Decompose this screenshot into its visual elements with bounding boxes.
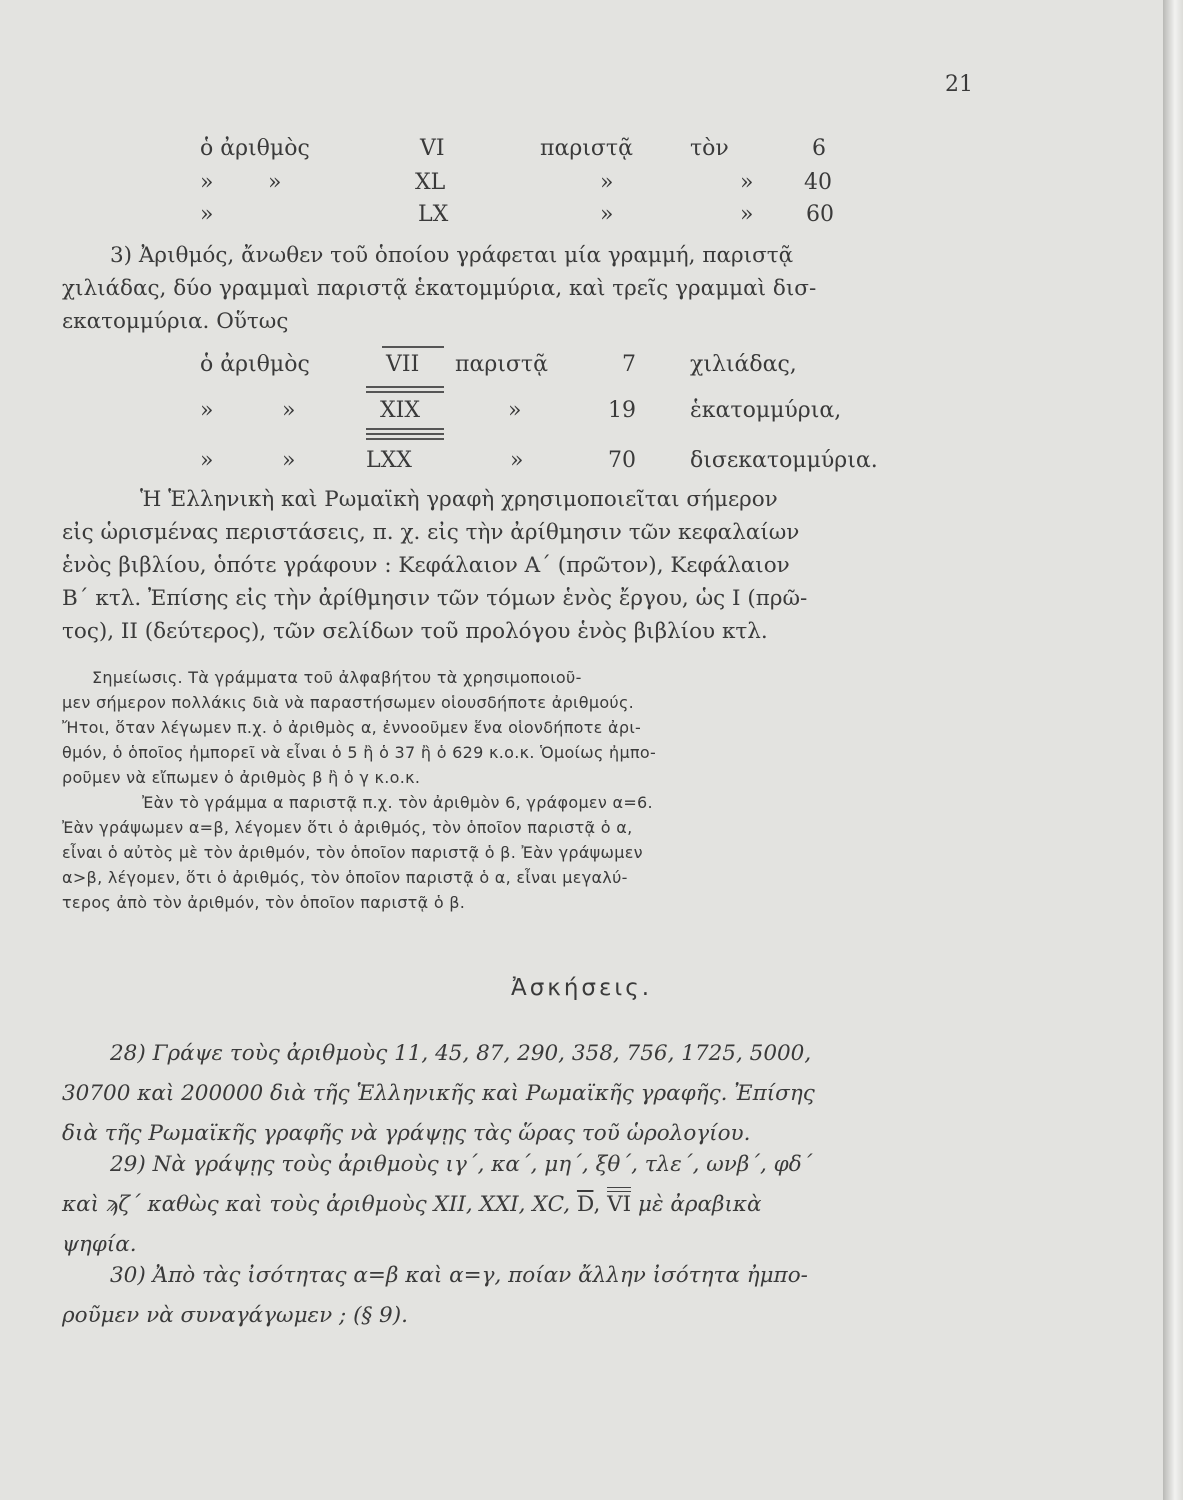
exercise-text: καὶ ϡζ΄ καθὼς καὶ τοὺς ἀριθμοὺς ΧΙΙ, ΧΧΙ, ΧC, [62, 1192, 571, 1217]
table-cell: τὸν [690, 136, 729, 161]
note-line: Ἐὰν γράψωμεν α=β, λέγομεν ὅτι ὁ ἀριθμός, τὸν ὁποῖον παριστᾷ ὁ α, [62, 818, 633, 837]
ditto-mark: » [268, 170, 282, 195]
exercise-line: 30700 καὶ 200000 διὰ τῆς Ἑλληνικῆς καὶ Ρωμαϊκῆς γραφῆς. Ἐπίσης [62, 1081, 815, 1106]
note-line: μεν σήμερον πολλάκις διὰ νὰ παραστήσωμεν οἱουσδήποτε ἀριθμούς. [62, 693, 635, 712]
table-cell: ἑκατομμύρια, [690, 398, 842, 423]
table-cell: δισεκατομμύρια. [690, 448, 878, 473]
arabic-value: 7 [622, 352, 636, 377]
note-line: Σημείωσις. Τὰ γράμματα τοῦ ἀλφαβήτου τὰ χρησιμοποιοῦ- [92, 668, 582, 687]
note-line: α>β, λέγομεν, ὅτι ὁ ἀριθμός, τὸν ὁποῖον παριστᾷ ὁ α, εἶναι μεγαλύ- [62, 868, 628, 887]
overline-double-2 [366, 391, 444, 393]
exercises-heading: Ἀσκήσεις. [510, 975, 653, 1001]
arabic-value: 40 [804, 170, 832, 195]
rule-3-paragraph [62, 239, 982, 338]
note-line: Ἤτοι, ὅταν λέγωμεν π.χ. ὁ ἀριθμὸς α, ἐννοοῦμεν ἕνα οἱονδήποτε ἀρι- [62, 718, 642, 737]
exercise-line: διὰ τῆς Ρωμαϊκῆς γραφῆς νὰ γράψῃς τὰς ὥρας τοῦ ὡρολογίου. [62, 1121, 751, 1146]
arabic-value: 60 [806, 202, 834, 227]
ditto-mark: » [600, 170, 614, 195]
roman-numeral: XL [415, 170, 446, 195]
table-cell: χιλιάδας, [690, 352, 797, 377]
note-line: τερος ἀπὸ τὸν ἀριθμόν, τὸν ὁποῖον παριστᾷ ὁ β. [62, 893, 466, 912]
overline-triple-3 [366, 438, 444, 440]
overline-single [382, 346, 444, 348]
table-cell: παριστᾷ [540, 136, 633, 161]
exercise-line [62, 1185, 982, 1225]
overline-mark [607, 1191, 631, 1192]
roman-numeral-VI-double-overlined [607, 1185, 631, 1225]
roman-numeral-millions: XIX [380, 398, 421, 423]
note-line: θμόν, ὁ ὁποῖος ἠμπορεῖ νὰ εἶναι ὁ 5 ἢ ὁ 37 ἢ ὁ 629 κ.ο.κ. Ὁμοίως ἠμπο- [62, 743, 657, 762]
exercise-28 [62, 1034, 982, 1154]
ditto-mark: » [282, 448, 296, 473]
comma: , [593, 1192, 601, 1217]
exercise-line: 28) Γράψε τοὺς ἀριθμοὺς 11, 45, 87, 290, 358, 756, 1725, 5000, [110, 1041, 812, 1066]
text-line: 3) Ἀριθμός, ἄνωθεν τοῦ ὁποίου γράφεται μία γραμμή, παριστᾷ [110, 243, 794, 268]
roman-numeral: LX [418, 202, 449, 227]
ditto-mark: » [510, 448, 524, 473]
exercise-line: 29) Νὰ γράψῃς τοὺς ἀριθμοὺς ιγ΄, κα΄, μη΄, ξθ΄, τλε΄, ωνβ΄, φδ΄ [110, 1152, 813, 1177]
ditto-mark: » [200, 448, 214, 473]
table-cell: ὁ ἀριθμὸς [200, 352, 310, 377]
exercise-29 [62, 1145, 982, 1265]
overline-mark [607, 1187, 631, 1188]
numeral-text: VI [607, 1192, 632, 1217]
overline-triple-2 [366, 433, 444, 435]
table-cell: ὁ ἀριθμὸς [200, 136, 310, 161]
exercise-30 [62, 1256, 982, 1336]
usage-paragraph [62, 483, 982, 648]
ditto-mark: » [200, 202, 214, 227]
text-line: εκατομμύρια. Οὕτως [62, 309, 289, 334]
roman-numeral-thousands: VII [386, 352, 420, 377]
table-cell: παριστᾷ [455, 352, 548, 377]
note-line: Ἐὰν τὸ γράμμα α παριστᾷ π.χ. τὸν ἀριθμὸν 6, γράφομεν α=6. [142, 793, 653, 812]
text-line: χιλιάδας, δύο γραμμαὶ παριστᾷ ἑκατομμύρια, καὶ τρεῖς γραμμαὶ δισ- [62, 276, 817, 301]
ditto-mark: » [740, 170, 754, 195]
page-edge [1163, 0, 1183, 1500]
text-line: τος), ΙΙ (δεύτερος), τῶν σελίδων τοῦ προλόγου ἑνὸς βιβλίου κτλ. [62, 619, 768, 644]
exercise-line: ροῦμεν νὰ συναγάγωμεν ; (§ 9). [62, 1303, 408, 1328]
text-line: Β΄ κτλ. Ἐπίσης εἰς τὴν ἀρίθμησιν τῶν τόμων ἑνὸς ἔργου, ὡς Ι (πρῶ- [62, 586, 808, 611]
text-line: εἰς ὡρισμένας περιστάσεις, π. χ. εἰς τὴν ἀρίθμησιν τῶν κεφαλαίων [62, 520, 800, 545]
ditto-mark: » [200, 170, 214, 195]
overline-triple-1 [366, 428, 444, 430]
roman-numeral: VI [420, 136, 445, 161]
exercise-line: 30) Ἀπὸ τὰς ἰσότητας α=β καὶ α=γ, ποίαν ἄλλην ἰσότητα ἠμπο- [110, 1263, 808, 1288]
ditto-mark: » [282, 398, 296, 423]
ditto-mark: » [200, 398, 214, 423]
ditto-mark: » [740, 202, 754, 227]
page-number: 21 [945, 72, 973, 97]
arabic-value: 70 [608, 448, 636, 473]
ditto-mark: » [600, 202, 614, 227]
arabic-value: 19 [608, 398, 636, 423]
note-block [62, 665, 982, 915]
text-line: Ἡ Ἑλληνικὴ καὶ Ρωμαϊκὴ γραφὴ χρησιμοποιεῖται σήμερον [140, 487, 778, 512]
arabic-value: 6 [812, 136, 826, 161]
exercise-text: μὲ ἀραβικὰ [638, 1192, 762, 1217]
roman-numeral-billions: LXX [366, 448, 412, 473]
overline-double-1 [366, 386, 444, 388]
note-line: ροῦμεν νὰ εἴπωμεν ὁ ἀριθμὸς β ἢ ὁ γ κ.ο.κ. [62, 768, 421, 787]
roman-numeral-D-overlined: $\overline{D}$ [576, 1192, 594, 1217]
note-line: εἶναι ὁ αὐτὸς μὲ τὸν ἀριθμόν, τὸν ὁποῖον παριστᾷ ὁ β. Ἐὰν γράψωμεν [62, 843, 643, 862]
text-line: ἑνὸς βιβλίου, ὁπότε γράφουν : Κεφάλαιον Α΄ (πρῶτον), Κεφάλαιον [62, 553, 790, 578]
ditto-mark: » [508, 398, 522, 423]
exercise-line: ψηφία. [62, 1232, 137, 1257]
